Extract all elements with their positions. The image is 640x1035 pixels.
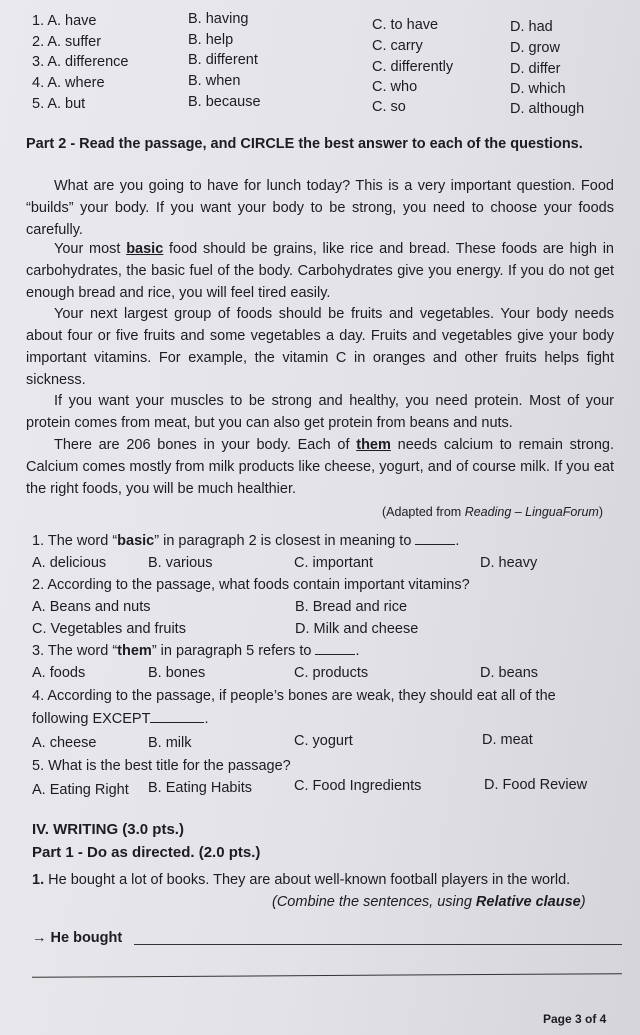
question-5-option-d: D. Food Review (484, 777, 588, 793)
writing-part1-heading: Part 1 - Do as directed. (2.0 pts.) (32, 844, 261, 861)
question-1-stem: 1. The word “basic” in paragraph 2 is closest in meaning to . (32, 533, 460, 549)
q3-option-a: 3. A. difference (32, 54, 129, 70)
q5-option-d: D. although (510, 101, 585, 117)
q4-option-d: D. which (510, 81, 566, 97)
question-2-option-b: B. Bread and rice (295, 599, 408, 615)
passage-paragraph-1 (26, 175, 614, 241)
paragraph-3-text: Your next largest group of foods should be fruits and vegetables. Your body needs about four or five fruits and some vegetables a day. Fruits and vegetables give your body important vitamins. For example, the vitamin C in oranges and other fruits helps fight sickness. (26, 306, 614, 388)
question-3-option-a: A. foods (32, 665, 86, 681)
writing-instruction: (Combine the sentences, using Relative clause) (272, 894, 586, 910)
q3-option-c: C. differently (372, 59, 454, 75)
q5-option-c: C. so (372, 99, 406, 115)
passage-paragraph-5 (26, 434, 614, 500)
q4-option-c: C. who (372, 79, 418, 95)
question-4-option-c: C. yogurt (294, 733, 353, 749)
answer-line-1[interactable] (134, 944, 622, 945)
question-3-option-d: D. beans (480, 665, 539, 681)
question-5-stem: 5. What is the best title for the passage? (32, 758, 291, 774)
q1-option-b: B. having (188, 11, 249, 27)
question-4-option-b: B. milk (148, 735, 192, 751)
question-4-stem-line2: following EXCEPT . (32, 711, 209, 727)
q2-option-c: C. carry (372, 38, 423, 54)
q3-option-d: D. differ (510, 61, 561, 77)
passage-source (382, 503, 603, 521)
q5-option-a: 5. A. but (32, 96, 86, 112)
question-5-option-c: C. Food Ingredients (294, 778, 422, 794)
part2-heading-text: Part 2 - Read the passage, and CIRCLE the best answer to each of the questions. (26, 136, 583, 152)
question-4-option-a: A. cheese (32, 735, 97, 751)
paragraph-2-rest: food should be grains, like rice and bread. These foods are high in carbohydrates, the basic fuel of the body. Carbohydrates give you energy. If you do not get enough bread and rice, you will feel tired easily. (26, 241, 614, 301)
keyword-them: them (356, 437, 391, 453)
question-2-option-d: D. Milk and cheese (295, 621, 419, 637)
q4-option-a: 4. A. where (32, 75, 105, 91)
q5-option-b: B. because (188, 94, 261, 110)
writing-question-1: 1. He bought a lot of books. They are about well-known football players in the world. (32, 872, 571, 888)
question-3-stem: 3. The word “them” in paragraph 5 refers to . (32, 643, 360, 659)
q1-option-c: C. to have (372, 17, 439, 33)
passage-paragraph-2 (26, 238, 614, 304)
question-1-option-b: B. various (148, 555, 213, 571)
question-1-option-c: C. important (294, 555, 373, 571)
arrow-right-icon: → (32, 930, 47, 946)
question-5-option-b: B. Eating Habits (148, 780, 252, 796)
passage-paragraph-3 (26, 303, 614, 391)
q3-option-b: B. different (188, 52, 258, 68)
paragraph-1-text: What are you going to have for lunch today? This is a very important question. Food “builds” your body. If you want your body to be strong, you need to choose your foods carefully. (26, 178, 614, 238)
paragraph-5-start: There are 206 bones in your body. Each of (54, 437, 357, 453)
question-2-option-a: A. Beans and nuts (32, 599, 151, 615)
question-4-stem-line1: 4. According to the passage, if people’s bones are weak, they should eat all of the (32, 688, 556, 704)
writing-heading: IV. WRITING (3.0 pts.) (32, 821, 184, 838)
source-prefix: (Adapted from (382, 505, 462, 519)
q4-option-b: B. when (188, 73, 241, 89)
question-4-option-d: D. meat (482, 732, 533, 748)
passage-paragraph-4 (26, 390, 614, 434)
paragraph-5-rest: needs calcium to remain strong. Calcium comes mostly from milk products like cheese, yogurt, and of course milk. If you eat the right foods, you will be much healthier. (26, 437, 614, 497)
q1-option-a: 1. A. have (32, 13, 97, 29)
paragraph-4-text: If you want your muscles to be strong and healthy, you need protein. Most of your protein comes from meat, but you can also get protein from beans and nuts. (26, 393, 614, 431)
question-3-option-c: C. products (294, 665, 369, 681)
paragraph-2-start: Your most (54, 241, 127, 257)
keyword-basic: basic (126, 241, 164, 257)
q2-option-a: 2. A. suffer (32, 34, 102, 50)
q2-option-d: D. grow (510, 40, 560, 56)
question-2-stem: 2. According to the passage, what foods contain important vitamins? (32, 577, 470, 593)
page-number: Page 3 of 4 (543, 1012, 607, 1026)
question-1-option-d: D. heavy (480, 555, 538, 571)
source-suffix: ) (598, 505, 603, 519)
answer-prompt: → He bought (32, 930, 123, 946)
question-1-option-a: A. delicious (32, 555, 107, 571)
q2-option-b: B. help (188, 32, 234, 48)
question-2-option-c: C. Vegetables and fruits (32, 621, 186, 637)
q1-option-d: D. had (510, 19, 553, 35)
source-work: Reading – LinguaForum (464, 505, 599, 519)
part2-heading (26, 134, 614, 154)
question-3-option-b: B. bones (148, 665, 206, 681)
question-5-option-a: A. Eating Right (32, 782, 129, 798)
answer-line-2[interactable] (32, 973, 622, 978)
